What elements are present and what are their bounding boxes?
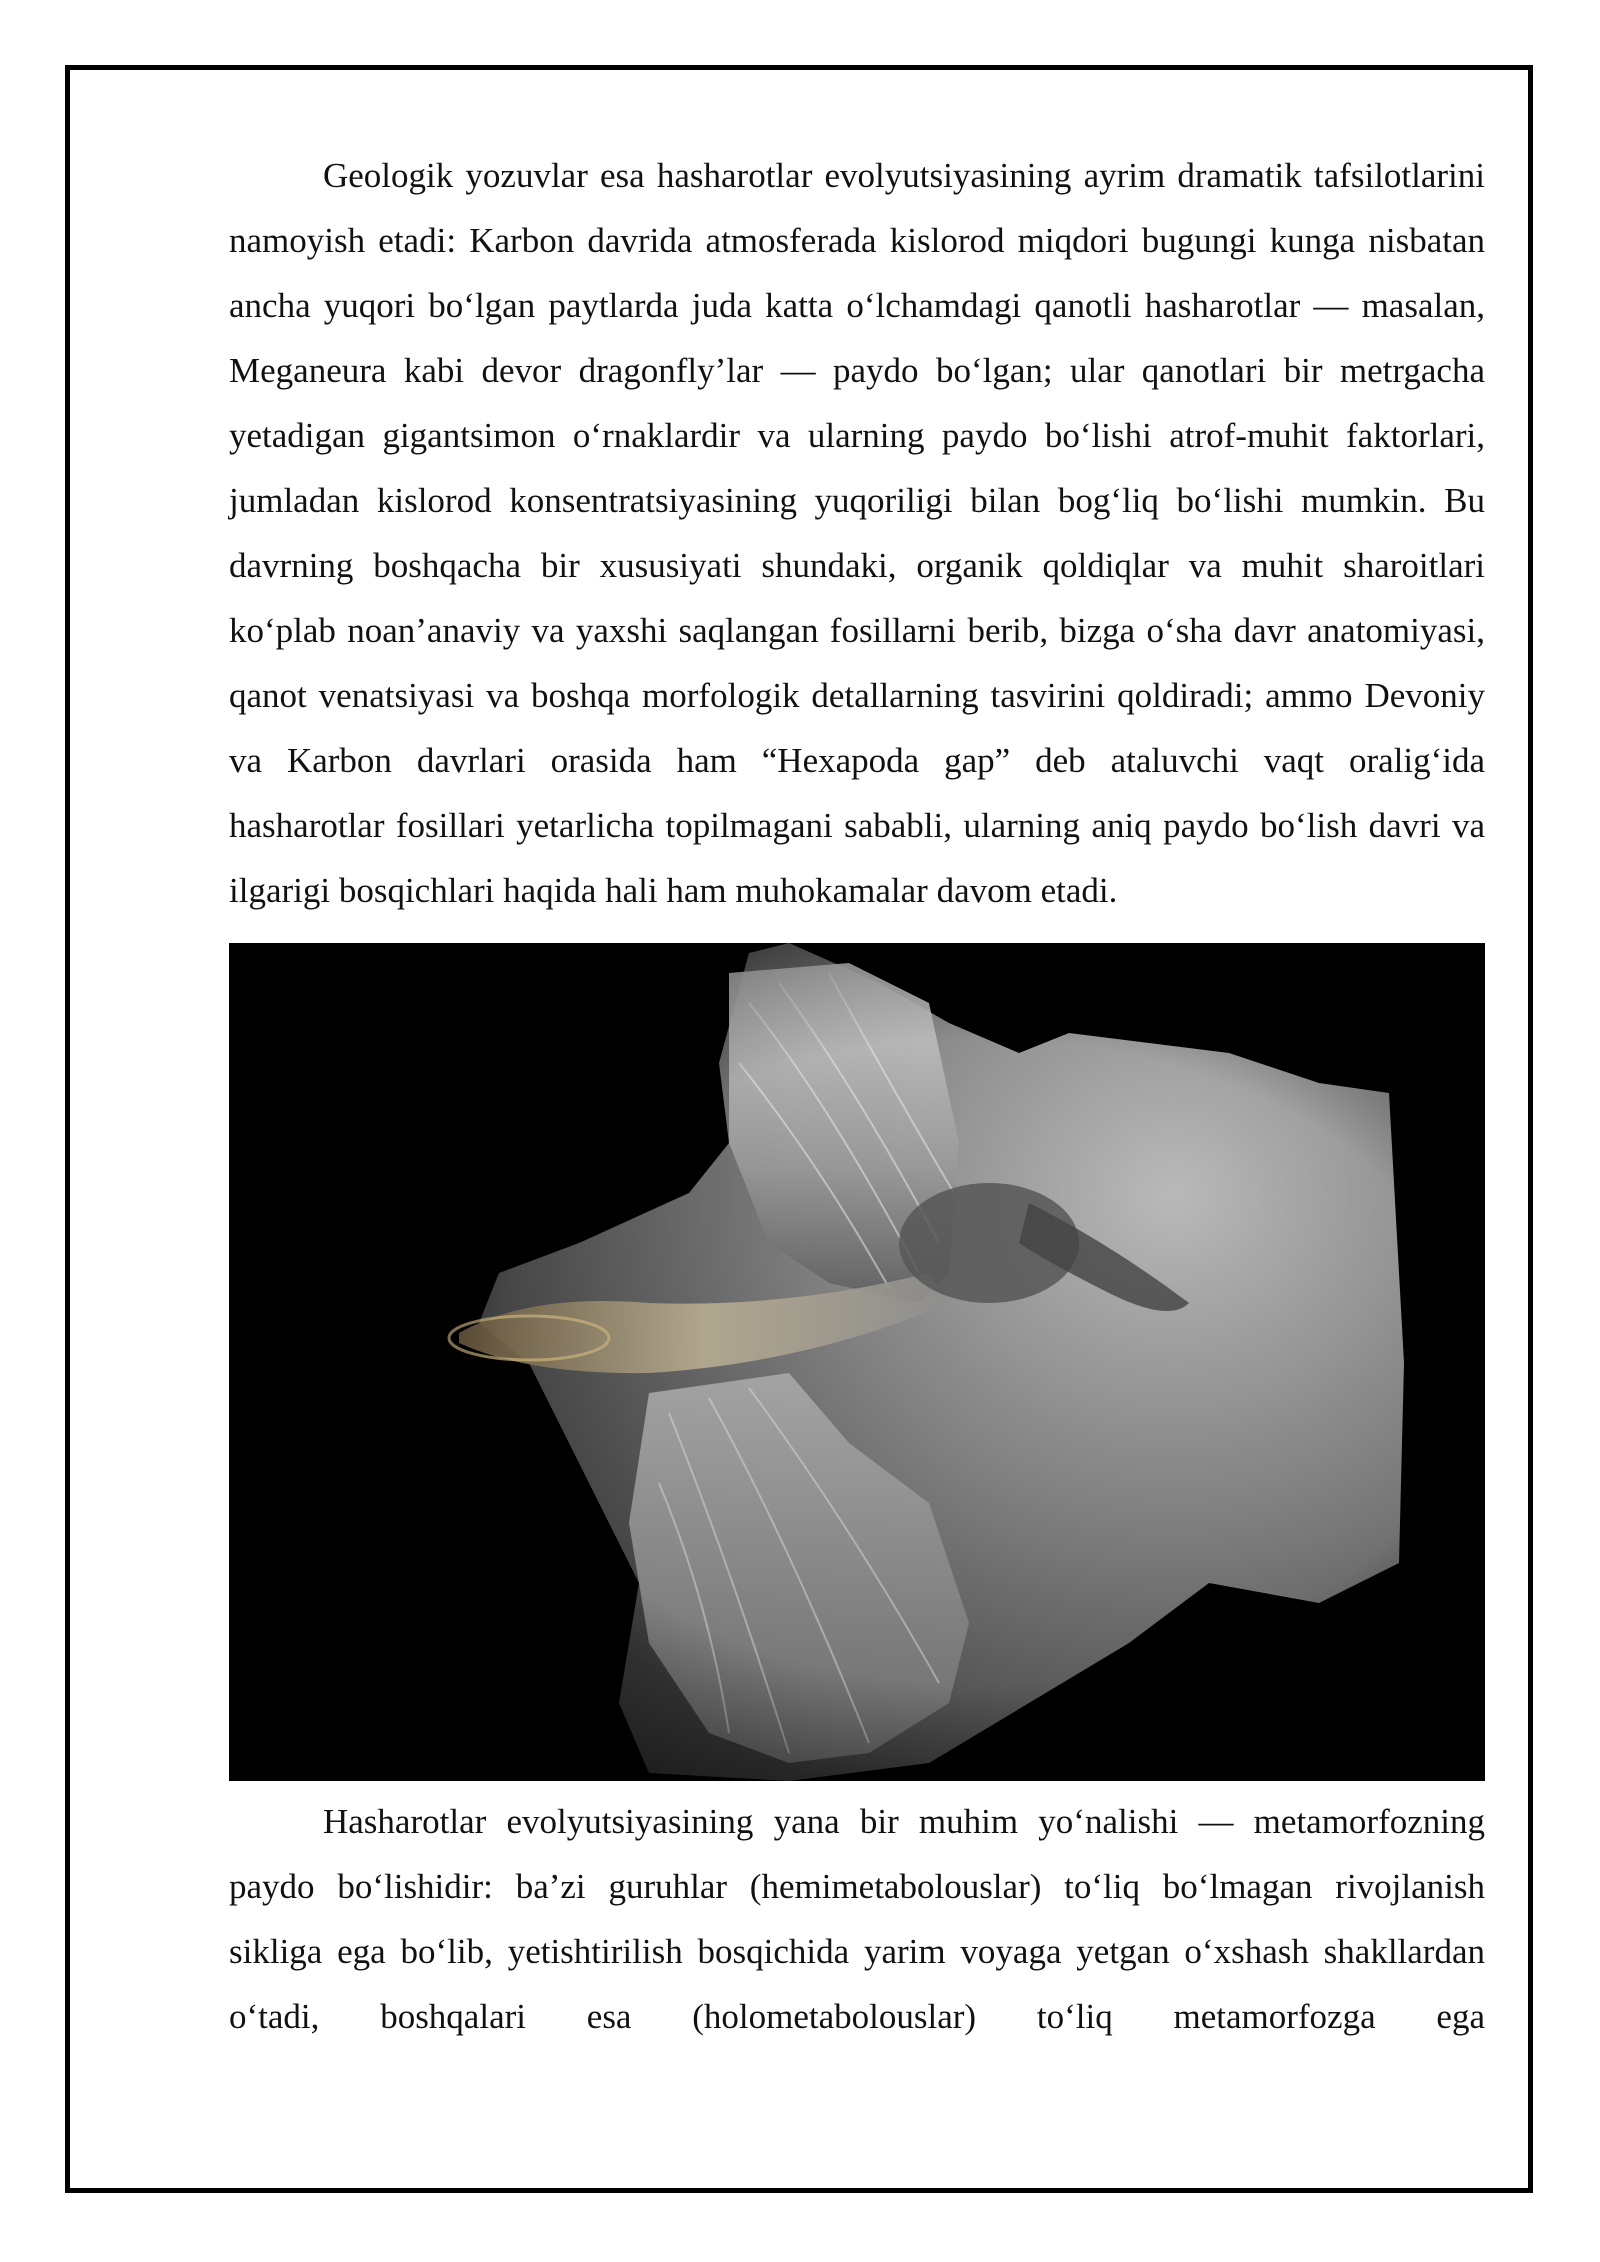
paragraph-carboniferous: Geologik yozuvlar esa hasharotlar evolyutsiyasining ayrim dramatik tafsilotlarini namoyish etadi: Karbon davrida atmosferada kislorod miqdori bugungi kunga nisbatan ancha yuqori bo‘lgan paytlarda juda katta o‘lchamdagi qanotli hasharotlar — masalan, Meganeura kabi devor dragonfly’lar — paydo bo‘lgan; ular qanotlari bir metrgacha yetadigan gigantsimon o‘rnaklardir va ularning paydo bo‘lishi atrof-muhit faktorlari, jumladan kislorod konsentratsiyasining yuqoriligi bilan bog‘liq bo‘lishi mumkin. Bu davrning boshqacha bir xususiyati shundaki, organik qoldiqlar va muhit sharoitlari ko‘plab noan’anaviy va yaxshi saqlangan fosillarni berib, bizga o‘sha davr anatomiyasi, qanot venatsiyasi va boshqa morfologik detallarning tasvirini qoldiradi; ammo Devoniy va Karbon davrlari orasida ham “Hexapoda gap” deb ataluvchi vaqt oralig‘ida hasharotlar fosillari yetarlicha topilmagani sababli, ularning aniq paydo bo‘lish davri va ilgarigi bosqichlari haqida hali ham muhokamalar davom etadi. (229, 156, 1485, 910)
page-content (229, 143, 1485, 2049)
dragonfly-fossil-image (229, 943, 1485, 1781)
fossil-photo (229, 943, 1485, 1781)
paragraph-metamorphosis: Hasharotlar evolyutsiyasining yana bir muhim yo‘nalishi — metamorfozning paydo bo‘lishidir: ba’zi guruhlar (hemimetabolouslar) to‘liq bo‘lmagan rivojlanish sikliga ega bo‘lib, yetishtirilish bosqichida yarim voyaga yetgan o‘xshash shakllardan o‘tadi, boshqalari esa (holometabolouslar) to‘liq metamorfozga ega (229, 1802, 1485, 2036)
